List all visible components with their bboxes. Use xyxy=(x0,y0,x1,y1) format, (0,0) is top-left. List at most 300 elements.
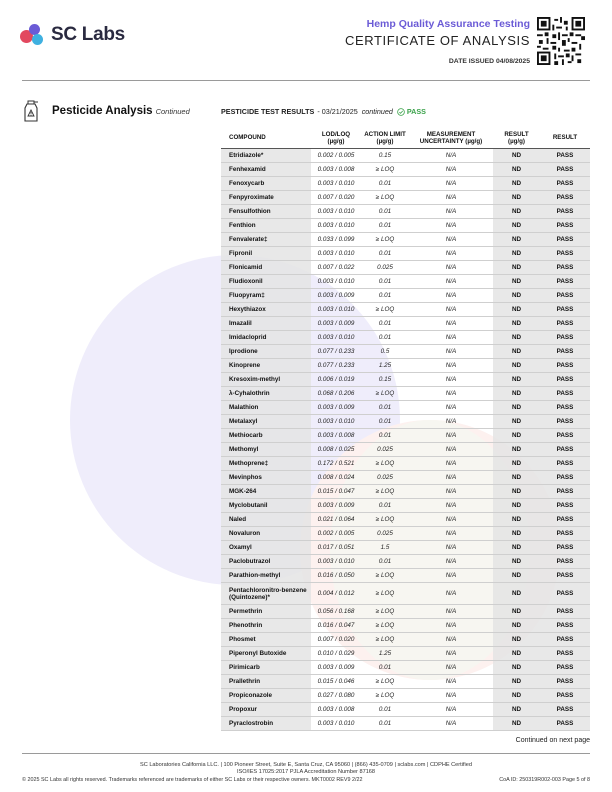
uncertainty-cell: N/A xyxy=(409,191,493,205)
uncertainty-cell: N/A xyxy=(409,485,493,499)
action-limit-cell: ≥ LOQ xyxy=(361,513,409,527)
uncertainty-cell: N/A xyxy=(409,583,493,605)
compound-cell: Imazalil xyxy=(221,317,311,331)
action-limit-cell: 1.25 xyxy=(361,647,409,661)
compound-cell: Novaluron xyxy=(221,527,311,541)
col-lod-loq-line1: LOD/LOQ xyxy=(321,130,351,138)
uncertainty-cell: N/A xyxy=(409,247,493,261)
document-title: CERTIFICATE OF ANALYSIS xyxy=(344,33,530,48)
lod-loq-cell: 0.003 / 0.010 xyxy=(311,275,361,289)
result-value-cell: ND xyxy=(493,471,540,485)
lod-loq-cell: 0.003 / 0.010 xyxy=(311,415,361,429)
uncertainty-cell: N/A xyxy=(409,303,493,317)
continued-note: Continued on next page xyxy=(515,737,590,744)
lab-address-line2: ISO/IES 17025:2017 PJLA Accreditation Number 87168 xyxy=(236,769,376,775)
uncertainty-cell: N/A xyxy=(409,443,493,457)
results-date: - 03/21/2025 xyxy=(317,107,358,116)
result-cell: PASS xyxy=(540,661,590,675)
compound-cell: Hexythiazox xyxy=(221,303,311,317)
result-value-cell: ND xyxy=(493,387,540,401)
document-subtitle: Hemp Quality Assurance Testing xyxy=(366,18,530,30)
result-cell: PASS xyxy=(540,541,590,555)
compound-cell: Piperonyl Butoxide xyxy=(221,647,311,661)
uncertainty-cell: N/A xyxy=(409,331,493,345)
uncertainty-cell: N/A xyxy=(409,619,493,633)
action-limit-cell: 1.25 xyxy=(361,359,409,373)
result-value-cell: ND xyxy=(493,247,540,261)
lod-loq-cell: 0.021 / 0.064 xyxy=(311,513,361,527)
compound-cell: Paclobutrazol xyxy=(221,555,311,569)
action-limit-cell: 0.01 xyxy=(361,717,409,731)
compound-cell: Etridiazole* xyxy=(221,149,311,163)
result-cell: PASS xyxy=(540,583,590,605)
table-row xyxy=(221,373,590,387)
result-cell: PASS xyxy=(540,717,590,731)
result-value-cell: ND xyxy=(493,191,540,205)
result-value-cell: ND xyxy=(493,443,540,457)
result-cell: PASS xyxy=(540,373,590,387)
table-row xyxy=(221,289,590,303)
table-row xyxy=(221,163,590,177)
table-row xyxy=(221,205,590,219)
col-compound: COMPOUND xyxy=(221,127,311,149)
result-value-cell: ND xyxy=(493,373,540,387)
compound-cell: Oxamyl xyxy=(221,541,311,555)
action-limit-cell: ≥ LOQ xyxy=(361,163,409,177)
result-cell: PASS xyxy=(540,261,590,275)
compound-cell: Kresoxim-methyl xyxy=(221,373,311,387)
uncertainty-cell: N/A xyxy=(409,633,493,647)
lod-loq-cell: 0.007 / 0.022 xyxy=(311,261,361,275)
result-value-cell: ND xyxy=(493,605,540,619)
action-limit-cell: 0.01 xyxy=(361,289,409,303)
action-limit-cell: 1.5 xyxy=(361,541,409,555)
col-result-value-line2: (µg/g) xyxy=(508,137,525,145)
lod-loq-cell: 0.003 / 0.009 xyxy=(311,499,361,513)
result-cell: PASS xyxy=(540,345,590,359)
page-footer xyxy=(22,777,590,783)
uncertainty-cell: N/A xyxy=(409,163,493,177)
table-row xyxy=(221,191,590,205)
result-cell: PASS xyxy=(540,289,590,303)
result-cell: PASS xyxy=(540,471,590,485)
table-row xyxy=(221,177,590,191)
uncertainty-cell: N/A xyxy=(409,605,493,619)
compound-cell: Fluopyram‡ xyxy=(221,289,311,303)
compound-cell: Malathion xyxy=(221,401,311,415)
compound-cell: Methomyl xyxy=(221,443,311,457)
compound-cell: Phenothrin xyxy=(221,619,311,633)
table-row xyxy=(221,345,590,359)
result-value-cell: ND xyxy=(493,275,540,289)
lod-loq-cell: 0.016 / 0.047 xyxy=(311,619,361,633)
col-mu-line1: MEASUREMENT xyxy=(426,130,476,138)
lod-loq-cell: 0.027 / 0.080 xyxy=(311,689,361,703)
action-limit-cell: 0.01 xyxy=(361,177,409,191)
lod-loq-cell: 0.003 / 0.010 xyxy=(311,177,361,191)
table-row xyxy=(221,457,590,471)
lod-loq-cell: 0.003 / 0.009 xyxy=(311,289,361,303)
compound-cell: Myclobutanil xyxy=(221,499,311,513)
copyright: © 2025 SC Labs all rights reserved. Trademarks referenced are trademarks of either SC Labs or their respective owners. MKT0002 REV9 2/22 xyxy=(22,777,363,783)
uncertainty-cell: N/A xyxy=(409,177,493,191)
result-value-cell: ND xyxy=(493,233,540,247)
compound-cell: Fenoxycarb xyxy=(221,177,311,191)
uncertainty-cell: N/A xyxy=(409,275,493,289)
action-limit-cell: ≥ LOQ xyxy=(361,569,409,583)
lod-loq-cell: 0.016 / 0.050 xyxy=(311,569,361,583)
result-cell: PASS xyxy=(540,149,590,163)
lod-loq-cell: 0.002 / 0.005 xyxy=(311,149,361,163)
lod-loq-cell: 0.003 / 0.010 xyxy=(311,303,361,317)
result-value-cell: ND xyxy=(493,633,540,647)
compound-cell: Phosmet xyxy=(221,633,311,647)
lod-loq-cell: 0.077 / 0.233 xyxy=(311,345,361,359)
col-measurement-uncertainty xyxy=(409,127,493,149)
spray-bottle-icon xyxy=(24,100,40,122)
lod-loq-cell: 0.077 / 0.233 xyxy=(311,359,361,373)
result-value-cell: ND xyxy=(493,317,540,331)
compound-cell: Fenpyroximate xyxy=(221,191,311,205)
compound-cell: Propoxur xyxy=(221,703,311,717)
uncertainty-cell: N/A xyxy=(409,457,493,471)
result-cell: PASS xyxy=(540,443,590,457)
result-value-cell: ND xyxy=(493,527,540,541)
lod-loq-cell: 0.007 / 0.020 xyxy=(311,191,361,205)
pass-badge-label: PASS xyxy=(406,107,426,116)
action-limit-cell: ≥ LOQ xyxy=(361,583,409,605)
result-cell: PASS xyxy=(540,499,590,513)
uncertainty-cell: N/A xyxy=(409,717,493,731)
action-limit-cell: ≥ LOQ xyxy=(361,303,409,317)
table-row xyxy=(221,387,590,401)
compound-cell: Fenhexamid xyxy=(221,163,311,177)
action-limit-cell: 0.01 xyxy=(361,401,409,415)
compound-cell: Fenvalerate‡ xyxy=(221,233,311,247)
table-row xyxy=(221,471,590,485)
table-row xyxy=(221,443,590,457)
action-limit-cell: 0.01 xyxy=(361,703,409,717)
lod-loq-cell: 0.003 / 0.010 xyxy=(311,331,361,345)
table-row xyxy=(221,219,590,233)
col-lod-loq-line2: (µg/g) xyxy=(327,137,345,145)
compound-cell: Iprodione xyxy=(221,345,311,359)
action-limit-cell: 0.01 xyxy=(361,317,409,331)
result-cell: PASS xyxy=(540,401,590,415)
uncertainty-cell: N/A xyxy=(409,513,493,527)
result-cell: PASS xyxy=(540,387,590,401)
result-value-cell: ND xyxy=(493,261,540,275)
lod-loq-cell: 0.003 / 0.009 xyxy=(311,661,361,675)
result-cell: PASS xyxy=(540,457,590,471)
table-row xyxy=(221,703,590,717)
lod-loq-cell: 0.033 / 0.099 xyxy=(311,233,361,247)
uncertainty-cell: N/A xyxy=(409,429,493,443)
uncertainty-cell: N/A xyxy=(409,499,493,513)
result-value-cell: ND xyxy=(493,513,540,527)
result-cell: PASS xyxy=(540,317,590,331)
result-value-cell: ND xyxy=(493,415,540,429)
lod-loq-cell: 0.010 / 0.029 xyxy=(311,647,361,661)
lod-loq-cell: 0.172 / 0.521 xyxy=(311,457,361,471)
action-limit-cell: ≥ LOQ xyxy=(361,191,409,205)
result-value-cell: ND xyxy=(493,331,540,345)
result-value-cell: ND xyxy=(493,401,540,415)
table-row xyxy=(221,717,590,731)
action-limit-cell: 0.01 xyxy=(361,429,409,443)
table-row xyxy=(221,513,590,527)
sc-labs-logo-icon xyxy=(20,22,46,48)
result-cell: PASS xyxy=(540,647,590,661)
results-header xyxy=(221,107,426,116)
table-row xyxy=(221,233,590,247)
result-cell: PASS xyxy=(540,163,590,177)
result-cell: PASS xyxy=(540,703,590,717)
compound-cell: Kinoprene xyxy=(221,359,311,373)
compound-cell: Parathion-methyl xyxy=(221,569,311,583)
lod-loq-cell: 0.003 / 0.008 xyxy=(311,163,361,177)
table-row xyxy=(221,583,590,605)
table-row xyxy=(221,359,590,373)
action-limit-cell: 0.01 xyxy=(361,247,409,261)
result-cell: PASS xyxy=(540,569,590,583)
action-limit-cell: 0.025 xyxy=(361,261,409,275)
col-result-value-line1: RESULT xyxy=(504,130,529,138)
uncertainty-cell: N/A xyxy=(409,387,493,401)
table-row xyxy=(221,569,590,583)
compound-cell: Methoprene‡ xyxy=(221,457,311,471)
result-value-cell: ND xyxy=(493,303,540,317)
lod-loq-cell: 0.003 / 0.008 xyxy=(311,429,361,443)
lod-loq-cell: 0.004 / 0.012 xyxy=(311,583,361,605)
result-value-cell: ND xyxy=(493,163,540,177)
result-value-cell: ND xyxy=(493,647,540,661)
footer-divider xyxy=(22,753,590,754)
table-row xyxy=(221,485,590,499)
lab-address-line1: SC Laboratories California LLC. | 100 Pioneer Street, Suite E, Santa Cruz, CA 95060 | (866) 435-0709 | sclabs.com | CDPHE Certified xyxy=(140,762,472,768)
table-row xyxy=(221,541,590,555)
result-value-cell: ND xyxy=(493,619,540,633)
result-cell: PASS xyxy=(540,605,590,619)
compound-cell: MGK-264 xyxy=(221,485,311,499)
section-title xyxy=(52,105,190,117)
uncertainty-cell: N/A xyxy=(409,647,493,661)
table-row xyxy=(221,317,590,331)
uncertainty-cell: N/A xyxy=(409,219,493,233)
col-result-value xyxy=(493,127,540,149)
action-limit-cell: ≥ LOQ xyxy=(361,233,409,247)
lod-loq-cell: 0.015 / 0.046 xyxy=(311,675,361,689)
uncertainty-cell: N/A xyxy=(409,149,493,163)
compound-cell: Mevinphos xyxy=(221,471,311,485)
result-cell: PASS xyxy=(540,331,590,345)
result-value-cell: ND xyxy=(493,569,540,583)
action-limit-cell: ≥ LOQ xyxy=(361,633,409,647)
table-row xyxy=(221,415,590,429)
qr-code-icon xyxy=(537,17,585,65)
lod-loq-cell: 0.056 / 0.168 xyxy=(311,605,361,619)
table-row xyxy=(221,633,590,647)
action-limit-cell: 0.01 xyxy=(361,555,409,569)
uncertainty-cell: N/A xyxy=(409,415,493,429)
check-circle-icon xyxy=(397,108,405,116)
result-value-cell: ND xyxy=(493,457,540,471)
results-label: PESTICIDE TEST RESULTS xyxy=(221,107,315,116)
result-value-cell: ND xyxy=(493,499,540,513)
results-continued: continued xyxy=(361,107,393,116)
action-limit-cell: 0.01 xyxy=(361,219,409,233)
table-row xyxy=(221,331,590,345)
result-cell: PASS xyxy=(540,359,590,373)
table-row xyxy=(221,303,590,317)
compound-cell: Pyraclostrobin xyxy=(221,717,311,731)
uncertainty-cell: N/A xyxy=(409,373,493,387)
table-row xyxy=(221,689,590,703)
lod-loq-cell: 0.007 / 0.020 xyxy=(311,633,361,647)
lod-loq-cell: 0.002 / 0.005 xyxy=(311,527,361,541)
result-value-cell: ND xyxy=(493,485,540,499)
action-limit-cell: 0.025 xyxy=(361,527,409,541)
col-result: RESULT xyxy=(540,127,590,149)
action-limit-cell: 0.01 xyxy=(361,331,409,345)
compound-cell: Flonicamid xyxy=(221,261,311,275)
result-value-cell: ND xyxy=(493,205,540,219)
result-cell: PASS xyxy=(540,689,590,703)
action-limit-cell: 0.15 xyxy=(361,149,409,163)
action-limit-cell: ≥ LOQ xyxy=(361,619,409,633)
result-value-cell: ND xyxy=(493,149,540,163)
uncertainty-cell: N/A xyxy=(409,345,493,359)
lod-loq-cell: 0.003 / 0.010 xyxy=(311,219,361,233)
uncertainty-cell: N/A xyxy=(409,527,493,541)
uncertainty-cell: N/A xyxy=(409,471,493,485)
result-value-cell: ND xyxy=(493,689,540,703)
action-limit-cell: ≥ LOQ xyxy=(361,689,409,703)
action-limit-cell: ≥ LOQ xyxy=(361,605,409,619)
uncertainty-cell: N/A xyxy=(409,233,493,247)
result-cell: PASS xyxy=(540,485,590,499)
action-limit-cell: 0.025 xyxy=(361,443,409,457)
action-limit-cell: 0.01 xyxy=(361,661,409,675)
result-cell: PASS xyxy=(540,527,590,541)
coa-id: CoA ID: 250319R002-003 Page 5 of 8 xyxy=(499,777,590,783)
result-value-cell: ND xyxy=(493,345,540,359)
section-title-text: Pesticide Analysis xyxy=(52,105,153,117)
result-cell: PASS xyxy=(540,429,590,443)
lod-loq-cell: 0.017 / 0.051 xyxy=(311,541,361,555)
sc-labs-logo xyxy=(20,22,125,48)
table-row xyxy=(221,261,590,275)
lod-loq-cell: 0.003 / 0.008 xyxy=(311,703,361,717)
date-issued: DATE ISSUED 04/08/2025 xyxy=(448,58,530,65)
compound-cell: Methiocarb xyxy=(221,429,311,443)
result-value-cell: ND xyxy=(493,289,540,303)
action-limit-cell: 0.01 xyxy=(361,499,409,513)
pesticide-results-table xyxy=(221,127,590,731)
compound-cell: Fenthion xyxy=(221,219,311,233)
section-title-suffix: Continued xyxy=(155,107,190,116)
table-row xyxy=(221,149,590,163)
result-cell: PASS xyxy=(540,619,590,633)
action-limit-cell: 0.025 xyxy=(361,471,409,485)
uncertainty-cell: N/A xyxy=(409,555,493,569)
col-mu-line2: UNCERTAINTY (µg/g) xyxy=(419,137,483,145)
result-value-cell: ND xyxy=(493,359,540,373)
result-cell: PASS xyxy=(540,177,590,191)
table-row xyxy=(221,247,590,261)
lod-loq-cell: 0.003 / 0.010 xyxy=(311,247,361,261)
table-row xyxy=(221,527,590,541)
lab-address xyxy=(0,762,612,776)
result-value-cell: ND xyxy=(493,583,540,605)
compound-cell: λ-Cyhalothrin xyxy=(221,387,311,401)
pass-badge xyxy=(397,107,426,116)
action-limit-cell: 0.5 xyxy=(361,345,409,359)
compound-cell: Propiconazole xyxy=(221,689,311,703)
table-row xyxy=(221,499,590,513)
table-row xyxy=(221,555,590,569)
col-action-limit-line1: ACTION LIMIT xyxy=(364,130,406,138)
action-limit-cell: 0.01 xyxy=(361,275,409,289)
uncertainty-cell: N/A xyxy=(409,541,493,555)
result-value-cell: ND xyxy=(493,555,540,569)
result-cell: PASS xyxy=(540,205,590,219)
compound-cell: Pirimicarb xyxy=(221,661,311,675)
uncertainty-cell: N/A xyxy=(409,569,493,583)
lod-loq-cell: 0.003 / 0.010 xyxy=(311,205,361,219)
table-row xyxy=(221,605,590,619)
header-divider xyxy=(22,80,590,81)
uncertainty-cell: N/A xyxy=(409,289,493,303)
table-row xyxy=(221,647,590,661)
action-limit-cell: 0.01 xyxy=(361,415,409,429)
uncertainty-cell: N/A xyxy=(409,703,493,717)
action-limit-cell: ≥ LOQ xyxy=(361,485,409,499)
result-cell: PASS xyxy=(540,191,590,205)
document-header xyxy=(345,18,530,65)
compound-cell: Fludioxonil xyxy=(221,275,311,289)
col-action-limit-line2: (µg/g) xyxy=(376,137,394,145)
lod-loq-cell: 0.068 / 0.206 xyxy=(311,387,361,401)
action-limit-cell: ≥ LOQ xyxy=(361,675,409,689)
result-value-cell: ND xyxy=(493,661,540,675)
col-lod-loq xyxy=(311,127,361,149)
compound-cell: Imidacloprid xyxy=(221,331,311,345)
table-row xyxy=(221,675,590,689)
table-header-row xyxy=(221,127,590,149)
result-value-cell: ND xyxy=(493,219,540,233)
action-limit-cell: ≥ LOQ xyxy=(361,457,409,471)
lod-loq-cell: 0.003 / 0.010 xyxy=(311,717,361,731)
uncertainty-cell: N/A xyxy=(409,675,493,689)
result-value-cell: ND xyxy=(493,703,540,717)
compound-cell: Naled xyxy=(221,513,311,527)
lod-loq-cell: 0.003 / 0.009 xyxy=(311,317,361,331)
compound-cell: Fensulfothion xyxy=(221,205,311,219)
lod-loq-cell: 0.003 / 0.009 xyxy=(311,401,361,415)
uncertainty-cell: N/A xyxy=(409,205,493,219)
compound-cell: Permethrin xyxy=(221,605,311,619)
compound-cell: Metalaxyl xyxy=(221,415,311,429)
uncertainty-cell: N/A xyxy=(409,261,493,275)
lod-loq-cell: 0.006 / 0.019 xyxy=(311,373,361,387)
compound-cell: Pentachloronitro-benzene (Quintozene)* xyxy=(221,583,311,605)
uncertainty-cell: N/A xyxy=(409,317,493,331)
action-limit-cell: ≥ LOQ xyxy=(361,387,409,401)
result-cell: PASS xyxy=(540,303,590,317)
result-value-cell: ND xyxy=(493,429,540,443)
result-value-cell: ND xyxy=(493,541,540,555)
